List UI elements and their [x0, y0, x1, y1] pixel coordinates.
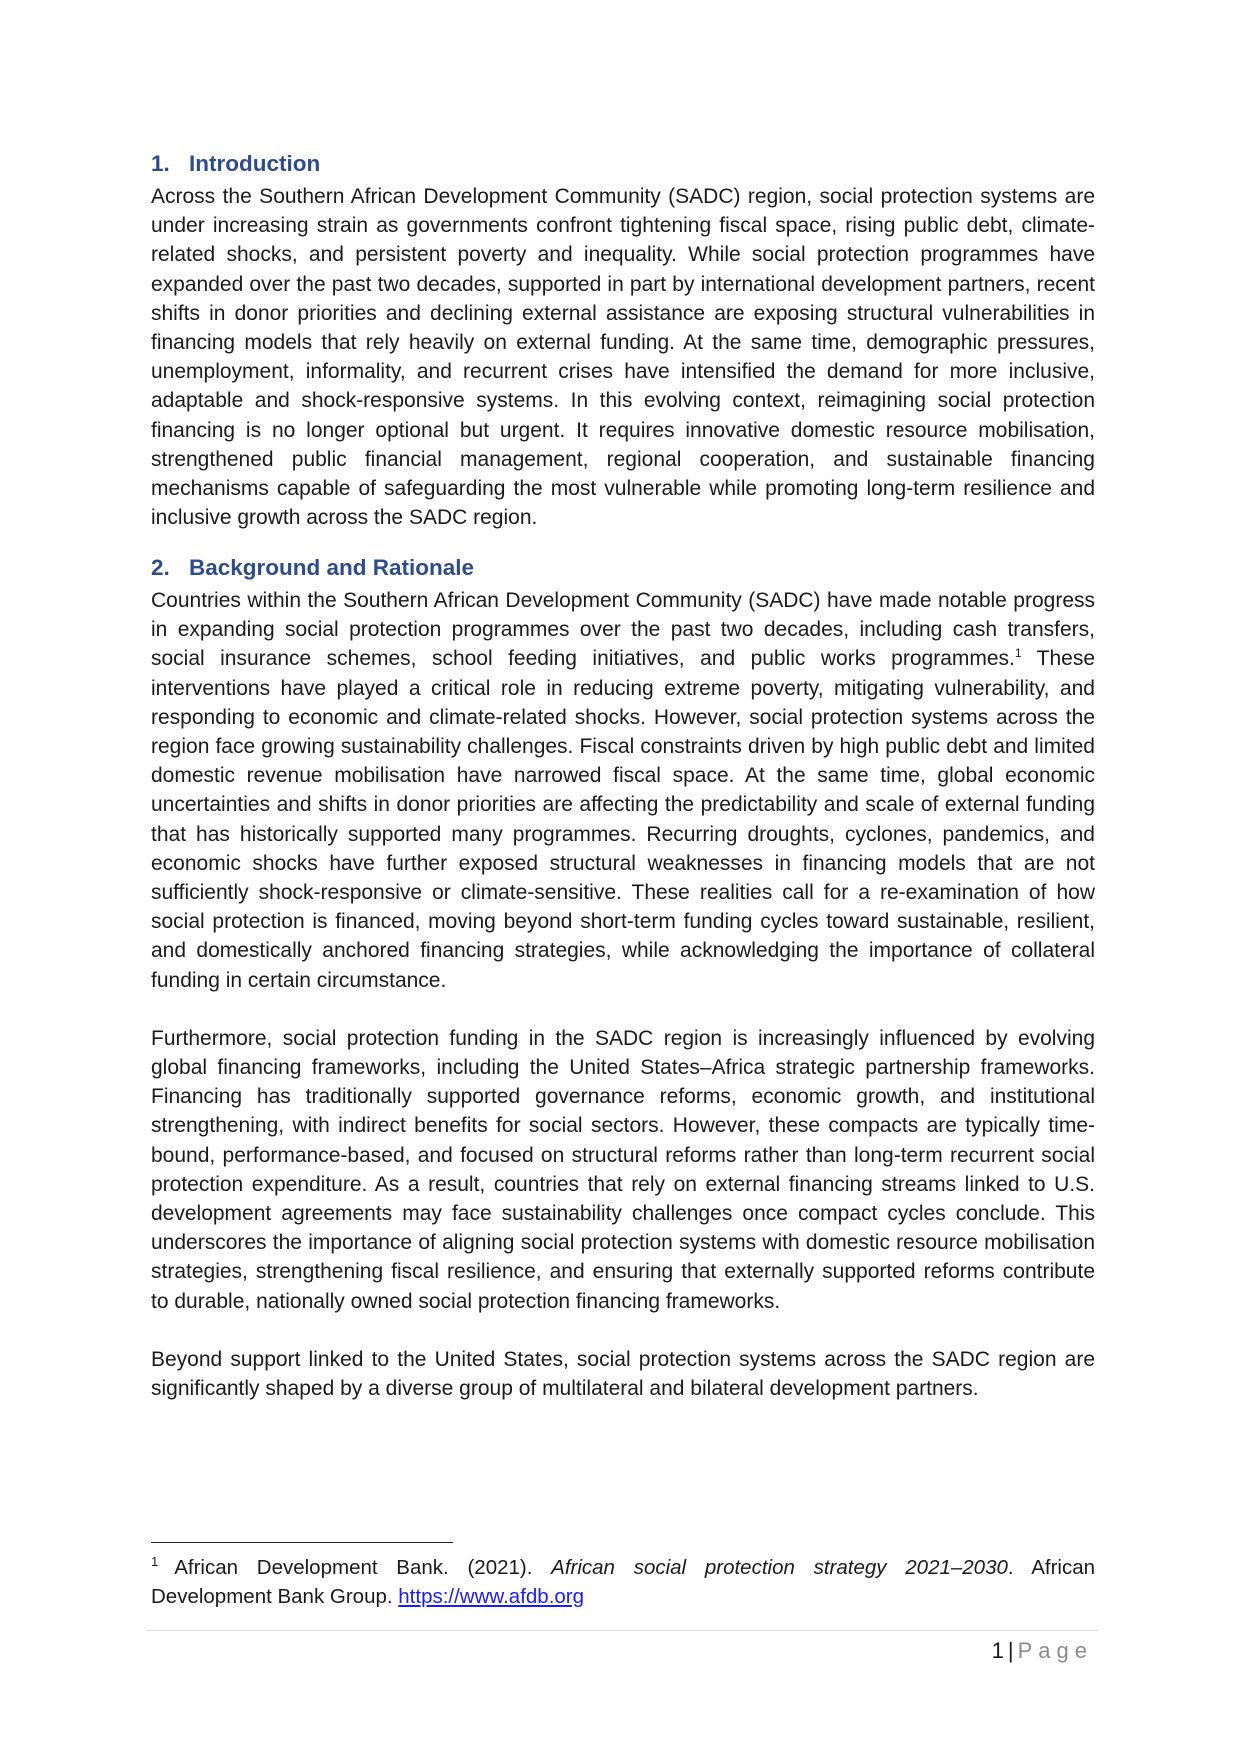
footnote-separator: [151, 1542, 453, 1543]
section-title: Introduction: [189, 151, 321, 176]
introduction-paragraph: Across the Southern African Development Community (SADC) region, social protection systems are under increasing strain as governments confront tightening fiscal space, rising public debt, climate-related shocks, and persistent poverty and inequality. While social protection programmes have expanded over the past two decades, supported in part by international development partners, recent shifts in donor priorities and declining external assistance are exposing structural vulnerabilities in financing models that rely heavily on external funding. At the same time, demographic pressures, unemployment, informality, and recurrent crises have intensified the demand for more inclusive, adaptable and shock-responsive systems. In this evolving context, reimagining social protection financing is no longer optional but urgent. It requires innovative domestic resource mobilisation, strengthened public financial management, regional cooperation, and sustainable financing mechanisms capable of safeguarding the most vulnerable while promoting long-term resilience and inclusive growth across the SADC region.: [151, 185, 1095, 530]
footnote-link[interactable]: https://www.afdb.org: [398, 1585, 585, 1608]
footnote-text: African Development Bank. (2021).: [174, 1556, 552, 1579]
section-title: Background and Rationale: [189, 555, 475, 580]
footnote: [151, 1553, 1095, 1611]
background-paragraph-2: Furthermore, social protection funding in the SADC region is increasingly influenced by evolving global financing frameworks, including the United States–Africa strategic partnership frameworks. Financing has traditionally supported governance reforms, economic growth, and institutional strengthening, with indirect benefits for social sectors. However, these compacts are typically time-bound, performance-based, and focused on structural reforms rather than long-term recurrent social protection expenditure. As a result, countries that rely on external financing streams linked to U.S. development agreements may face sustainability challenges once compact cycles conclude. This underscores the importance of aligning social protection systems with domestic resource mobilisation strategies, strengthening fiscal resilience, and ensuring that externally supported reforms contribute to durable, nationally owned social protection financing frameworks.: [151, 1026, 1095, 1313]
footnote-text: . African Development Bank Group.: [151, 1556, 1095, 1608]
page-number-value: 1: [991, 1638, 1004, 1663]
footnote-mark: 1: [151, 1554, 159, 1570]
footnote-reference[interactable]: 1: [1014, 646, 1022, 661]
paragraph-text: These interventions have played a critical role in reducing extreme poverty, mitigating vulnerability, and responding to economic and climate-related shocks. However, social protection systems across the region face growing sustainability challenges. Fiscal constraints driven by high public debt and limited domestic revenue mobilisation have narrowed fiscal space. At the same time, global economic uncertainties and shifts in donor priorities are affecting the predictability and scale of external funding that has historically supported many programmes. Recurring droughts, cyclones, pandemics, and economic shocks have further exposed structural weaknesses in financing models that are not sufficiently shock-responsive or climate-sensitive. These realities call for a re-examination of how social protection is financed, moving beyond short-term funding cycles toward sustainable, resilient, and domestically anchored financing strategies, while acknowledging the importance of collateral funding in certain circumstance.: [151, 647, 1095, 992]
section-heading-background: [151, 552, 1095, 586]
paragraph-spacer: [151, 995, 1095, 1024]
section-introduction: [151, 148, 1095, 532]
background-paragraph-1: [151, 586, 1095, 995]
page-number-separator: |: [1007, 1638, 1014, 1663]
paragraph-text: Countries within the Southern African Development Community (SADC) have made notable progress in expanding social protection programmes over the past two decades, including cash transfers, social insurance schemes, school feeding initiatives, and public works programmes.: [151, 589, 1095, 671]
footer-divider: [146, 1630, 1098, 1631]
section-heading-introduction: [151, 148, 1095, 182]
section-number: 2.: [151, 555, 170, 580]
section-background-rationale: [151, 552, 1095, 1403]
background-paragraph-3: Beyond support linked to the United States, social protection systems across the SADC region are significantly shaped by a diverse group of multilateral and bilateral development partners.: [151, 1347, 1095, 1401]
footnote-title: African social protection strategy 2021–2030: [551, 1556, 1008, 1579]
section-number: 1.: [151, 151, 170, 176]
paragraph-spacer: [151, 1316, 1095, 1345]
page-label: Page: [1017, 1638, 1093, 1663]
page-number: [992, 1637, 1093, 1665]
